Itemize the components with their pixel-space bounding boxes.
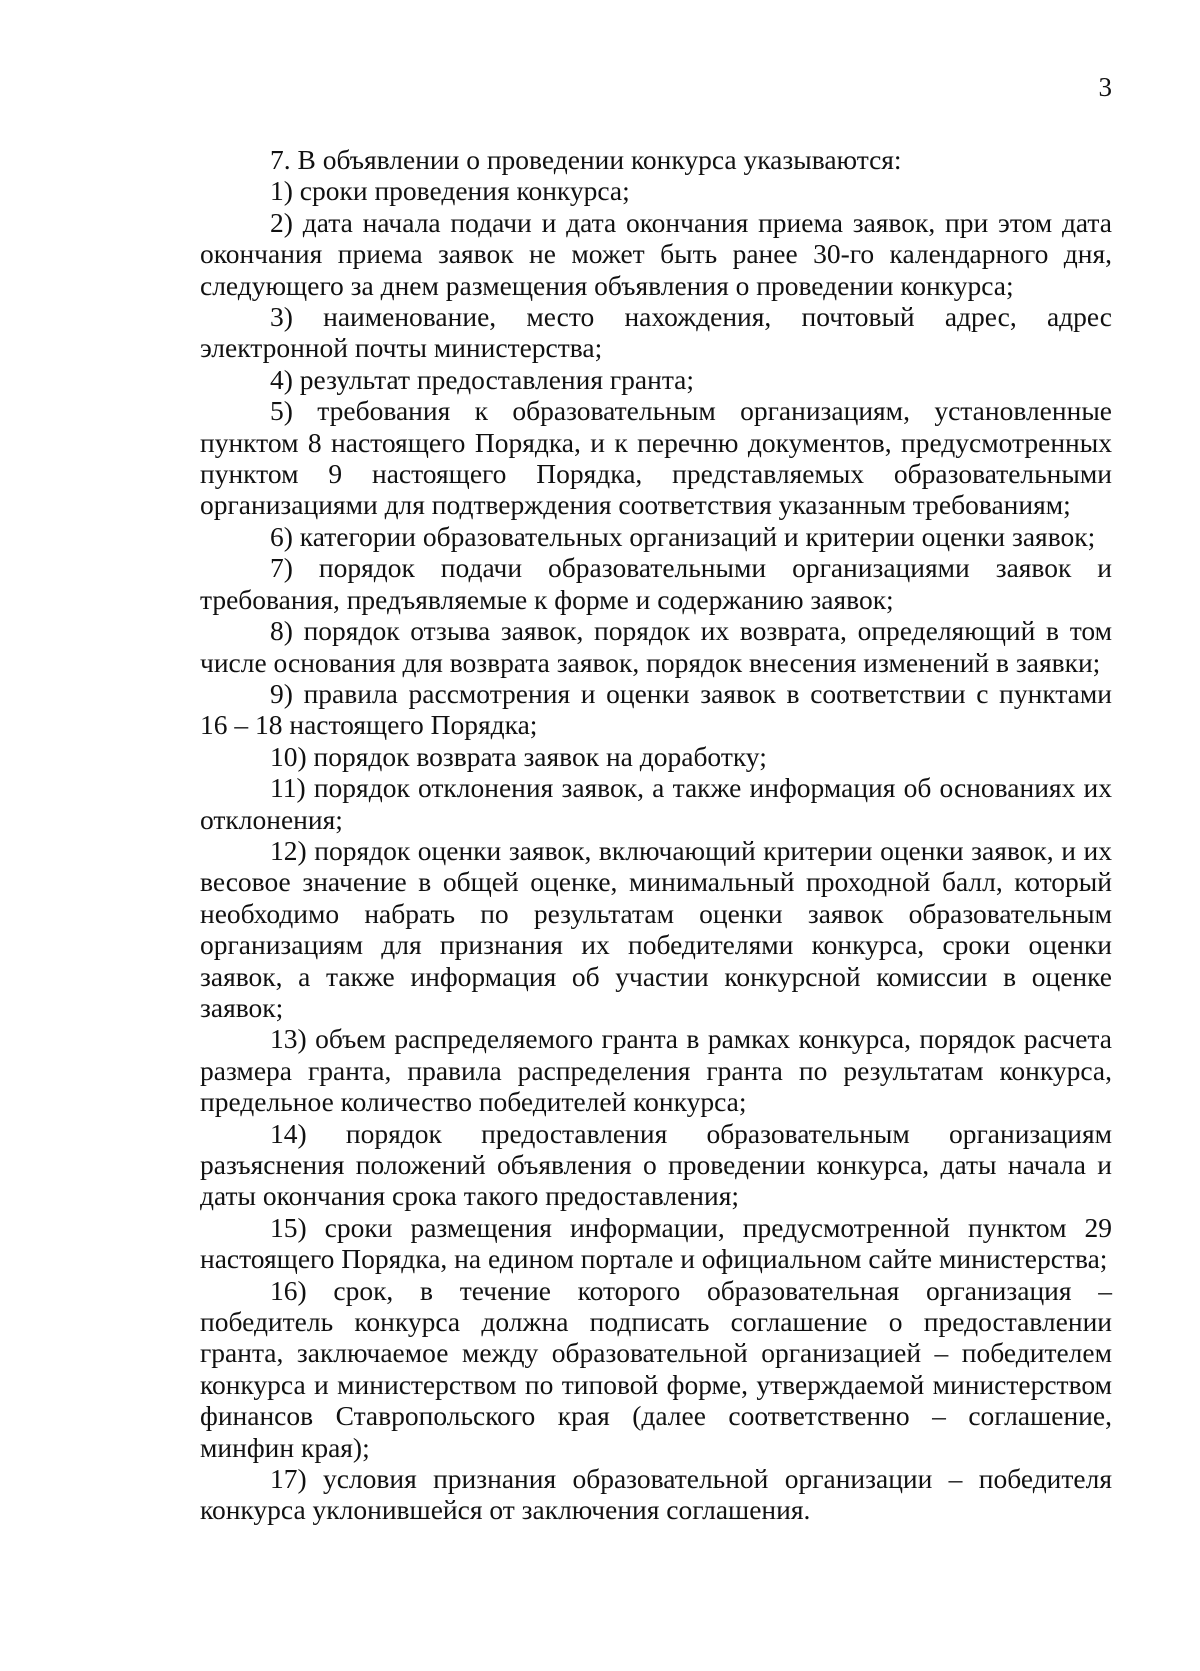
list-item-5: 5) требования к образовательным организациям, установленные пунктом 8 настоящего Порядка, и к перечню документов, предусмотренных пунктом 9 настоящего Порядка, представляемых образовательными организациями для подтверждения соответствия указанным требованиям;	[200, 395, 1112, 521]
list-item-2: 2) дата начала подачи и дата окончания приема заявок, при этом дата окончания приема заявок не может быть ранее 30-го календарного дня, следующего за днем размещения объявления о проведении конкурса;	[200, 206, 1112, 301]
list-item-8: 8) порядок отзыва заявок, порядок их возврата, определяющий в том числе основания для возврата заявок, порядок внесения изменений в заявки;	[200, 615, 1112, 678]
list-item-16: 16) срок, в течение которого образовательная организация – победитель конкурса должна подписать соглашение о предоставлении гранта, заключаемое между образовательной организацией – победителем конкурса и министерством по типовой форме, утверждаемой министерством финансов Ставропольского края (далее соответственно – соглашение, минфин края);	[200, 1274, 1112, 1463]
list-item-17: 17) условия признания образовательной организации – победителя конкурса уклонившейся от заключения соглашения.	[200, 1463, 1112, 1526]
document-body	[200, 144, 1112, 1526]
list-item-6: 6) категории образовательных организаций и критерии оценки заявок;	[270, 520, 1096, 552]
list-item-9: 9) правила рассмотрения и оценки заявок в соответствии с пунктами 16 – 18 настоящего Порядка;	[200, 677, 1112, 741]
list-item-11: 11) порядок отклонения заявок, а также информация об основаниях их отклонения;	[200, 772, 1112, 835]
list-item-7: 7) порядок подачи образовательными организациями заявок и требования, предъявляемые к форме и содержанию заявок;	[200, 552, 1112, 615]
list-item-14: 14) порядок предоставления образовательным организациям разъяснения положений объявления о проведении конкурса, даты начала и даты окончания срока такого предоставления;	[200, 1117, 1112, 1212]
list-item-4: 4) результат предоставления гранта;	[270, 363, 695, 395]
list-item-12: 12) порядок оценки заявок, включающий критерии оценки заявок, и их весовое значение в общей оценке, минимальный проходной балл, который необходимо набрать по результатам оценки заявок образовательным организациям для признания их победителями конкурса, сроки оценки заявок, а также информация об участии конкурсной комиссии в оценке заявок;	[200, 834, 1112, 1023]
list-item-13: 13) объем распределяемого гранта в рамках конкурса, порядок расчета размера гранта, правила распределения гранта по результатам конкурса, предельное количество победителей конкурса;	[200, 1023, 1112, 1118]
list-item-10: 10) порядок возврата заявок на доработку;	[270, 740, 767, 772]
list-item-1: 1) сроки проведения конкурса;	[270, 175, 630, 207]
list-item-3: 3) наименование, место нахождения, почтовый адрес, адрес электронной почты министерства;	[200, 301, 1112, 364]
list-item-15: 15) сроки размещения информации, предусмотренной пунктом 29 настоящего Порядка, на едином портале и официальном сайте министерства;	[200, 1211, 1112, 1275]
paragraph-intro: 7. В объявлении о проведении конкурса указываются:	[270, 144, 902, 175]
page-number: 3	[1098, 72, 1112, 102]
